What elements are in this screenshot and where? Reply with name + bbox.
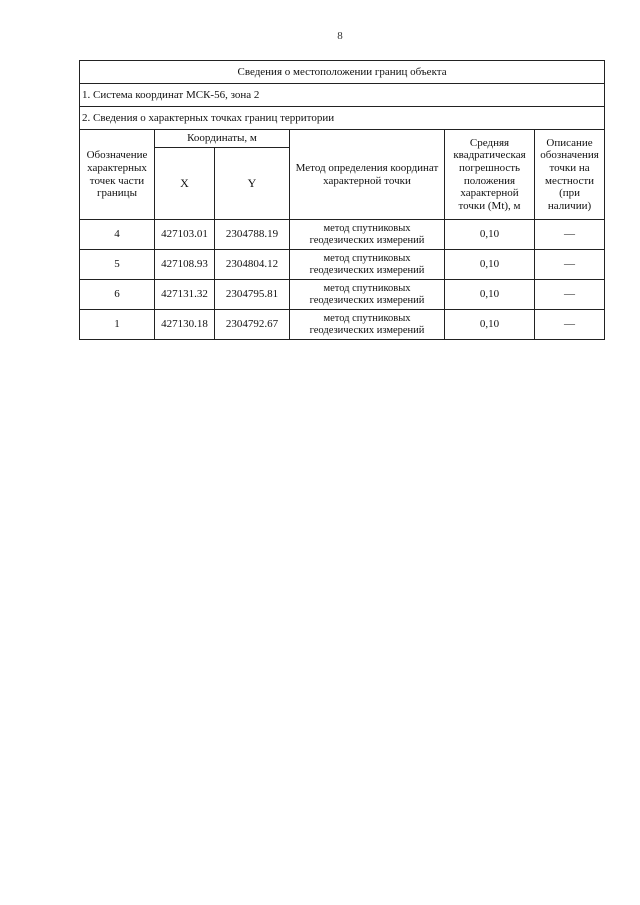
method-cell: метод спутниковых геодезических измерений <box>290 310 445 340</box>
table-row <box>80 220 605 250</box>
point-cell: 6 <box>80 280 155 310</box>
header-point: Обозначение характерных точек части границы <box>80 130 155 220</box>
page-number: 8 <box>337 30 343 42</box>
point-cell: 5 <box>80 250 155 280</box>
y-cell: 2304795.81 <box>215 280 290 310</box>
boundary-table <box>79 60 605 340</box>
points-section-row: 2. Сведения о характерных точках границ территории <box>80 107 605 130</box>
table-row <box>80 280 605 310</box>
header-y: Y <box>215 148 290 220</box>
error-cell: 0,10 <box>445 250 535 280</box>
method-cell: метод спутниковых геодезических измерений <box>290 220 445 250</box>
x-cell: 427130.18 <box>155 310 215 340</box>
error-cell: 0,10 <box>445 220 535 250</box>
description-cell: — <box>535 280 605 310</box>
y-cell: 2304788.19 <box>215 220 290 250</box>
coordinate-system-row: 1. Система координат МСК-56, зона 2 <box>80 84 605 107</box>
point-cell: 4 <box>80 220 155 250</box>
x-cell: 427131.32 <box>155 280 215 310</box>
table-row <box>80 310 605 340</box>
description-cell: — <box>535 310 605 340</box>
header-description: Описание обозначения точки на местности (при наличии) <box>535 130 605 220</box>
point-cell: 1 <box>80 310 155 340</box>
description-cell: — <box>535 220 605 250</box>
method-cell: метод спутниковых геодезических измерений <box>290 250 445 280</box>
table-title: Сведения о местоположении границ объекта <box>80 61 605 84</box>
x-cell: 427108.93 <box>155 250 215 280</box>
error-cell: 0,10 <box>445 280 535 310</box>
x-cell: 427103.01 <box>155 220 215 250</box>
header-method: Метод определения координат характерной точки <box>290 130 445 220</box>
description-cell: — <box>535 250 605 280</box>
error-cell: 0,10 <box>445 310 535 340</box>
method-cell: метод спутниковых геодезических измерений <box>290 280 445 310</box>
header-x: X <box>155 148 215 220</box>
table-row <box>80 250 605 280</box>
header-error: Средняя квадратическая погрешность положения характерной точки (Mt), м <box>445 130 535 220</box>
y-cell: 2304792.67 <box>215 310 290 340</box>
y-cell: 2304804.12 <box>215 250 290 280</box>
header-coordinates: Координаты, м <box>155 130 290 148</box>
